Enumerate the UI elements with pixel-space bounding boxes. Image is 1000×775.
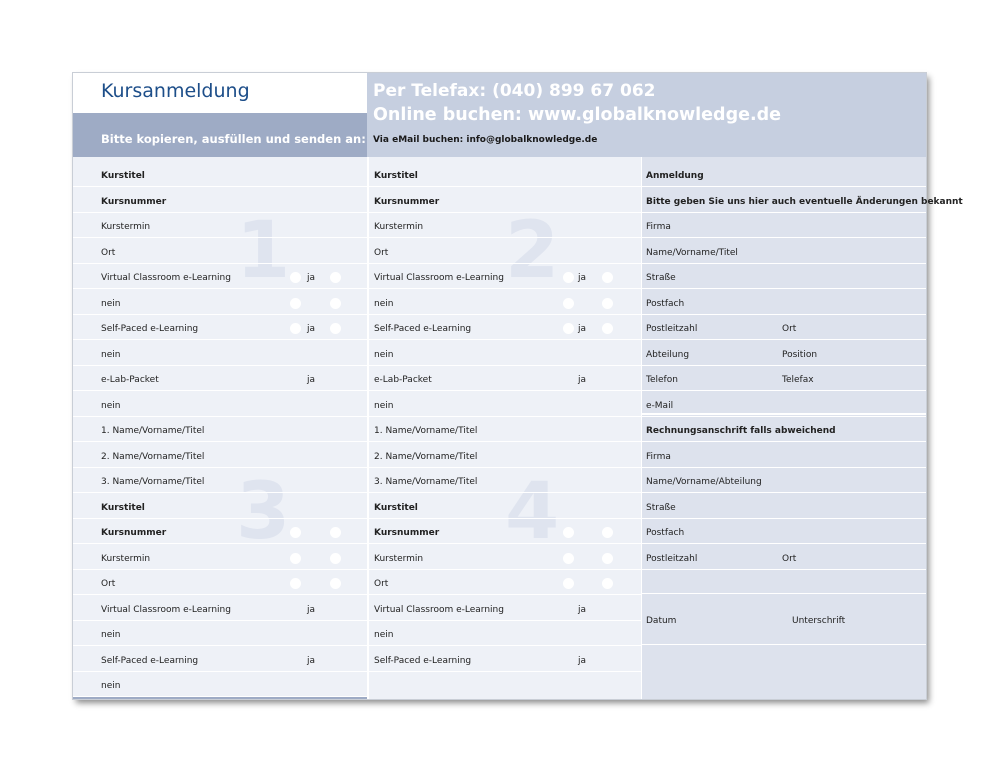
form-row[interactable] (642, 544, 926, 570)
form-row[interactable] (73, 646, 367, 672)
form-row[interactable] (73, 442, 367, 468)
field-label: Postleitzahl (646, 324, 698, 334)
radio-ja[interactable] (563, 553, 574, 564)
field-label-secondary: Telefax (782, 375, 814, 385)
form-row[interactable] (369, 595, 641, 621)
option-ja-label: ja (307, 273, 316, 283)
field-label: Kurstitel (374, 502, 418, 513)
form-row[interactable] (369, 569, 641, 595)
option-ja-label: ja (578, 604, 587, 615)
radio-ja[interactable] (563, 323, 574, 334)
option-ja-label: ja (578, 655, 587, 666)
field-label: nein (101, 681, 121, 691)
radio-nein[interactable] (602, 272, 613, 283)
field-label: 2. Name/Vorname/Titel (374, 451, 478, 462)
section-number-1: 1 (236, 206, 291, 296)
instruction-band (73, 113, 367, 157)
form-row[interactable] (642, 493, 926, 519)
field-label: Kursnummer (374, 196, 440, 207)
form-row[interactable] (73, 161, 367, 187)
radio-ja[interactable] (563, 527, 574, 538)
registration-column (642, 157, 963, 699)
radio-ja[interactable] (563, 272, 574, 283)
field-label: Virtual Classroom e-Learning (374, 604, 504, 615)
form-row[interactable] (642, 289, 926, 315)
option-ja-label: ja (578, 375, 587, 385)
form-row[interactable] (642, 518, 926, 544)
form-row[interactable] (73, 263, 367, 289)
form-row[interactable] (369, 187, 641, 213)
option-ja-label: ja (307, 324, 316, 334)
form-row[interactable] (73, 544, 367, 570)
form-row[interactable] (369, 238, 641, 264)
field-label: Postfach (646, 528, 685, 538)
form-row[interactable] (369, 518, 641, 544)
radio-ja[interactable] (563, 578, 574, 589)
section-number-3: 3 (236, 467, 291, 557)
radio-nein[interactable] (602, 578, 613, 589)
form-row[interactable] (642, 187, 963, 213)
field-label: Ort (101, 579, 116, 589)
radio-nein[interactable] (602, 298, 613, 309)
option-ja-label: ja (578, 273, 587, 283)
field-label: Bitte geben Sie uns hier auch eventuelle Änderungen bekannt (646, 196, 963, 207)
form-row[interactable] (369, 391, 641, 417)
field-label-secondary: Ort (782, 324, 797, 334)
field-label: Kurstitel (374, 171, 418, 181)
signature-label: Unterschrift (792, 616, 846, 626)
field-label: Postfach (646, 298, 685, 309)
radio-nein[interactable] (330, 553, 341, 564)
form-row[interactable] (369, 544, 641, 570)
field-label: Self-Paced e-Learning (101, 655, 199, 666)
radio-nein[interactable] (602, 527, 613, 538)
section-divider (642, 413, 926, 415)
field-label: 3. Name/Vorname/Titel (374, 477, 478, 487)
radio-nein[interactable] (602, 323, 613, 334)
field-label: 2. Name/Vorname/Titel (101, 451, 205, 462)
form-row[interactable] (369, 212, 641, 238)
form-row[interactable] (642, 467, 926, 493)
radio-ja[interactable] (290, 578, 301, 589)
bottom-bar (73, 697, 367, 699)
option-ja-label: ja (307, 655, 316, 666)
form-row[interactable] (642, 238, 926, 264)
field-label: Name/Vorname/Titel (646, 247, 738, 258)
form-row[interactable] (73, 314, 367, 340)
form-row[interactable] (369, 263, 641, 289)
radio-nein[interactable] (330, 578, 341, 589)
field-label: Virtual Classroom e-Learning (374, 273, 504, 283)
form-title: Kursanmeldung (101, 80, 250, 102)
registration-form (73, 73, 963, 699)
field-label: nein (101, 630, 121, 640)
radio-nein[interactable] (330, 272, 341, 283)
form-row[interactable] (73, 365, 367, 391)
form-row[interactable] (73, 569, 367, 595)
form-row[interactable] (369, 289, 641, 315)
section-number-4: 4 (505, 467, 560, 557)
title-block (73, 73, 367, 113)
field-label: Abteilung (646, 349, 690, 360)
field-label: Kurstitel (101, 171, 145, 181)
option-ja-label: ja (307, 375, 316, 385)
radio-nein[interactable] (330, 298, 341, 309)
form-row[interactable] (369, 493, 641, 519)
field-label: Firma (646, 451, 671, 462)
radio-nein[interactable] (330, 323, 341, 334)
field-label: Self-Paced e-Learning (374, 324, 472, 334)
form-row[interactable] (369, 314, 641, 340)
field-label: Kurstermin (101, 222, 151, 232)
form-row[interactable] (369, 467, 641, 493)
field-label: Name/Vorname/Abteilung (646, 477, 762, 487)
field-label: Ort (374, 579, 389, 589)
field-label: Firma (646, 222, 671, 232)
field-label: Kurstermin (101, 553, 151, 564)
form-row[interactable] (73, 518, 367, 544)
field-label: nein (101, 349, 121, 360)
form-row[interactable] (369, 161, 641, 187)
form-row[interactable] (73, 289, 367, 315)
option-ja-label: ja (307, 604, 316, 615)
field-label: nein (101, 400, 121, 411)
form-row[interactable] (369, 416, 641, 442)
field-label: Self-Paced e-Learning (374, 655, 472, 666)
form-row[interactable] (73, 671, 367, 697)
field-label: e-Lab-Packet (374, 375, 432, 385)
field-label: Kursnummer (101, 196, 167, 207)
field-label: nein (374, 349, 394, 360)
field-label-secondary: Ort (782, 553, 797, 564)
field-label: Kurstitel (101, 502, 145, 513)
form-row[interactable] (642, 340, 926, 366)
form-row[interactable] (642, 416, 926, 442)
field-label: e-Mail (646, 400, 674, 411)
field-label: 1. Name/Vorname/Titel (101, 426, 205, 436)
radio-ja[interactable] (290, 527, 301, 538)
field-label: Postleitzahl (646, 553, 698, 564)
date-label: Datum (646, 616, 677, 626)
form-row[interactable] (73, 493, 367, 519)
field-label: e-Lab-Packet (101, 375, 159, 385)
course-column-2 (369, 157, 641, 699)
field-label: Telefon (646, 375, 678, 385)
form-row[interactable] (73, 467, 367, 493)
form-row[interactable] (642, 442, 926, 468)
form-row[interactable] (642, 161, 926, 187)
radio-ja[interactable] (290, 323, 301, 334)
field-label: nein (101, 298, 121, 309)
radio-ja[interactable] (290, 298, 301, 309)
field-label: Virtual Classroom e-Learning (101, 273, 231, 283)
form-row[interactable] (642, 263, 926, 289)
field-label: 3. Name/Vorname/Titel (101, 477, 205, 487)
field-label: Straße (646, 273, 676, 283)
empty-row (642, 568, 926, 594)
fax-number: Per Telefax: (040) 899 67 062 (373, 81, 656, 101)
radio-nein[interactable] (602, 553, 613, 564)
online-booking[interactable]: Online buchen: www.globalknowledge.de (373, 105, 782, 125)
radio-ja[interactable] (290, 553, 301, 564)
field-label: Straße (646, 502, 676, 513)
form-row[interactable] (369, 646, 641, 672)
form-row[interactable] (369, 340, 641, 366)
section-number-2: 2 (505, 206, 560, 296)
form-row[interactable] (73, 340, 367, 366)
field-label: Rechnungsanschrift falls abweichend (646, 426, 836, 436)
email-booking[interactable]: Via eMail buchen: info@globalknowledge.de (373, 135, 598, 145)
radio-nein[interactable] (330, 527, 341, 538)
contact-header (367, 73, 926, 157)
form-row[interactable] (73, 212, 367, 238)
form-row[interactable] (642, 365, 926, 391)
field-label: Anmeldung (646, 171, 704, 181)
form-row[interactable] (642, 212, 926, 238)
field-label: nein (374, 400, 394, 411)
form-row[interactable] (642, 314, 926, 340)
form-row[interactable] (369, 365, 641, 391)
course-column-1 (73, 157, 367, 699)
field-label: Kurstermin (374, 553, 424, 564)
form-row[interactable] (73, 595, 367, 621)
signature-row[interactable] (642, 594, 926, 645)
field-label: Kurstermin (374, 222, 424, 232)
field-label: Virtual Classroom e-Learning (101, 604, 231, 615)
radio-ja[interactable] (563, 298, 574, 309)
instruction-text: Bitte kopieren, ausfüllen und senden an: (101, 132, 366, 146)
field-label: Self-Paced e-Learning (101, 324, 199, 334)
form-row[interactable] (73, 238, 367, 264)
form-row[interactable] (73, 391, 367, 417)
field-label: Kursnummer (374, 528, 440, 538)
form-row[interactable] (73, 187, 367, 213)
field-label: Ort (374, 247, 389, 258)
field-label-secondary: Position (782, 349, 818, 360)
form-row[interactable] (369, 442, 641, 468)
radio-ja[interactable] (290, 272, 301, 283)
form-row[interactable] (369, 620, 641, 646)
field-label: Kursnummer (101, 528, 167, 538)
form-row[interactable] (73, 416, 367, 442)
field-label: nein (374, 298, 394, 309)
field-label: 1. Name/Vorname/Titel (374, 426, 478, 436)
form-row[interactable] (73, 620, 367, 646)
option-ja-label: ja (578, 324, 587, 334)
field-label: nein (374, 630, 394, 640)
field-label: Ort (101, 247, 116, 258)
